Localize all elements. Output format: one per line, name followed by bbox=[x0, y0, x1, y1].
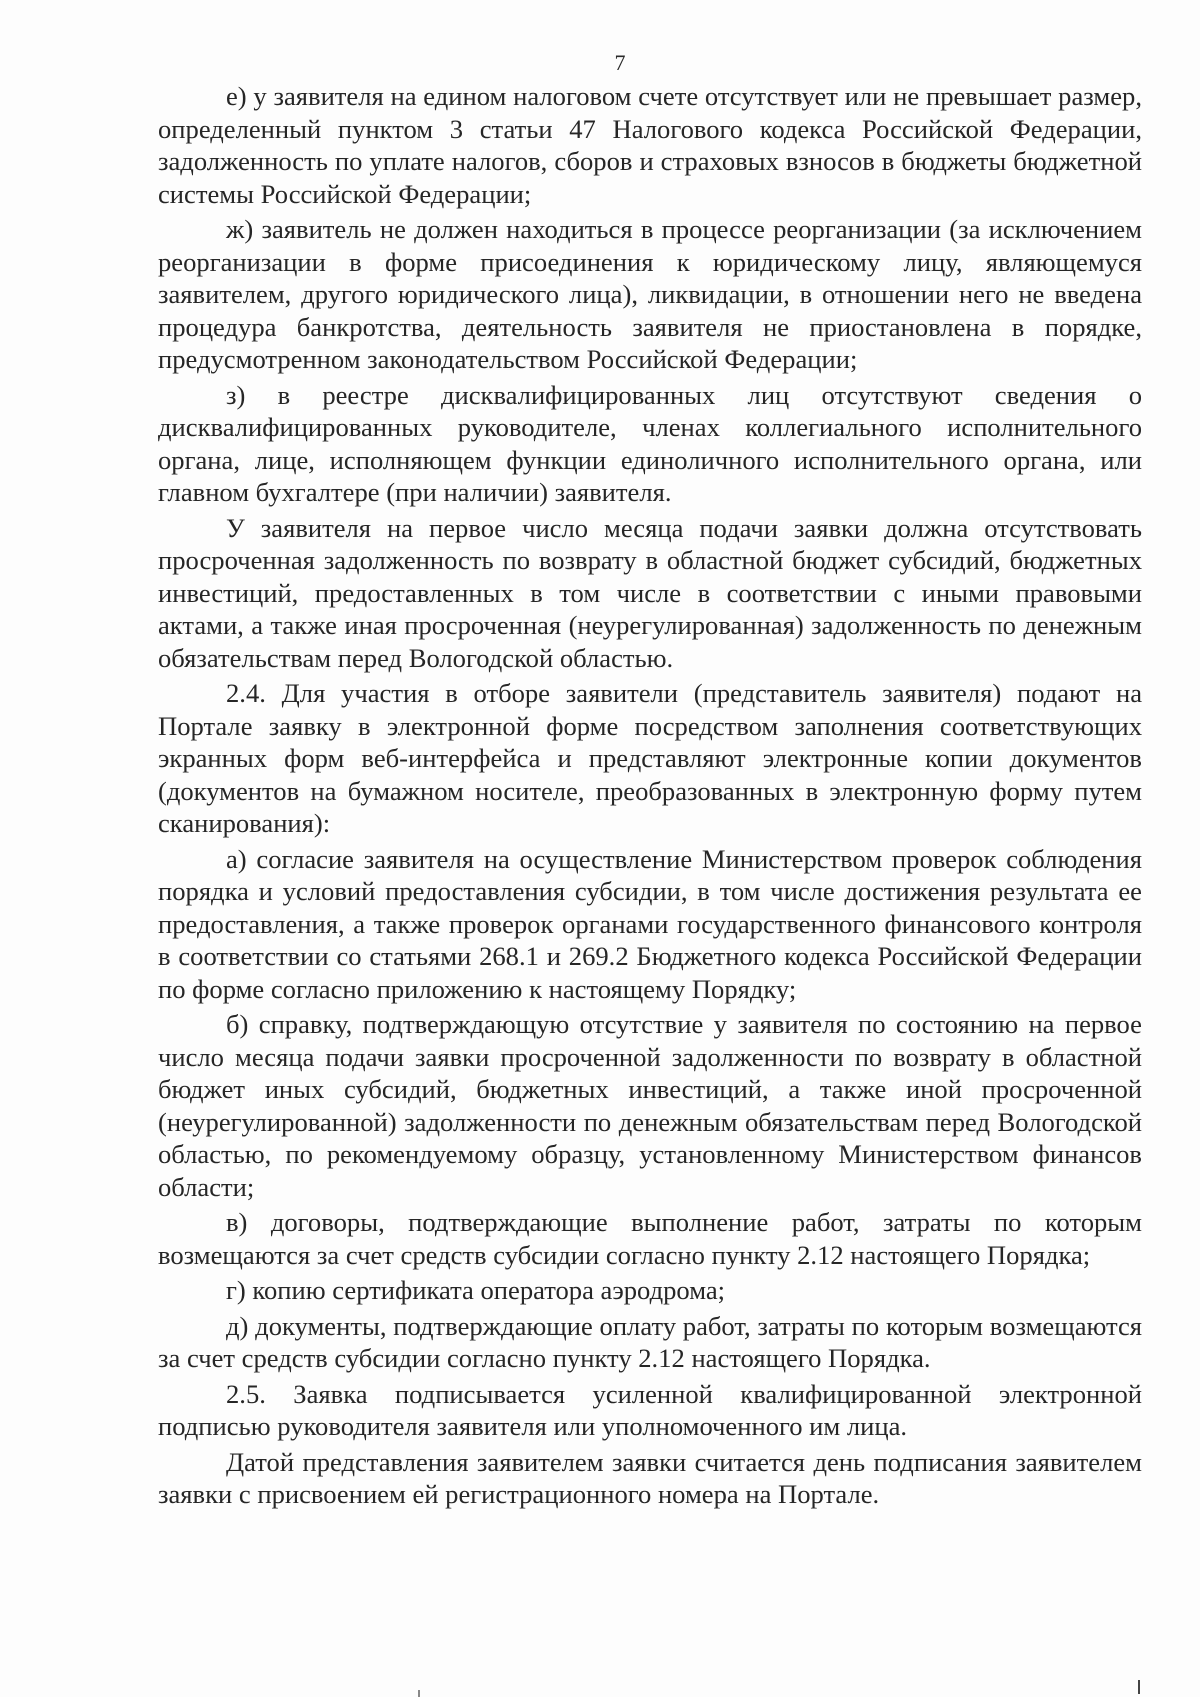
page-number: 7 bbox=[614, 50, 626, 75]
paragraph-debt-requirement: У заявителя на первое число месяца подачи заявки должна отсутствовать просроченная задолженность по возврату в областной бюджет субсидий, бюджетных инвестиций, предоставленных в том числе в соответствии с иными правовыми актами, а также иная просроченная (неурегулированная) задолженность по денежным обязательствам перед Вологодской областью. bbox=[158, 512, 1142, 673]
paragraph-2-5: 2.5. Заявка подписывается усиленной квалифицированной электронной подписью руководителя заявителя или уполномоченного им лица. bbox=[158, 1378, 1142, 1441]
paragraph-item-e: е) у заявителя на едином налоговом счете отсутствует или не превышает размер, определенный пунктом 3 статьи 47 Налогового кодекса Российской Федерации, задолженность по уплате налогов, сборов и страховых взносов в бюджеты бюджетной системы Российской Федерации; bbox=[158, 81, 1142, 209]
paragraph-item-b: б) справку, подтверждающую отсутствие у заявителя по состоянию на первое число месяца подачи заявки просроченной задолженности по возврату в областной бюджет иных субсидий, бюджетных инвестиций, а также иной просроченной (неурегулированной) задолженности по денежным обязательствам перед Вологодской областью, по рекомендуемому образцу, установленному Министерством финансов области; bbox=[158, 1009, 1142, 1202]
paragraph-item-z: з) в реестре дисквалифицированных лиц отсутствуют сведения о дисквалифицированных руководителе, членах коллегиального исполнительного органа, лице, исполняющем функции единоличного исполнительного органа, или главном бухгалтере (при наличии) заявителя. bbox=[158, 379, 1142, 507]
paragraph-submission-date: Датой представления заявителем заявки считается день подписания заявителем заявки с присвоением ей регистрационного номера на Портале. bbox=[158, 1446, 1142, 1509]
paragraph-item-v: в) договоры, подтверждающие выполнение работ, затраты по которым возмещаются за счет средств субсидии согласно пункту 2.12 настоящего Порядка; bbox=[158, 1207, 1142, 1270]
paragraph-item-zh: ж) заявитель не должен находиться в процессе реорганизации (за исключением реорганизации в форме присоединения к юридическому лицу, являющемуся заявителем, другого юридического лица), ликвидации, в отношении него не введена процедура банкротства, деятельность заявителя не приостановлена в порядке, предусмотренном законодательством Российской Федерации; bbox=[158, 214, 1142, 374]
scan-mark bbox=[1138, 1680, 1140, 1694]
paragraph-item-g: г) копию сертификата оператора аэродрома; bbox=[226, 1275, 726, 1305]
paragraph-2-4: 2.4. Для участия в отборе заявители (представитель заявителя) подают на Портале заявку в электронной форме посредством заполнения соответствующих экранных форм веб-интерфейса и представляют электронные копии документов (документов на бумажном носителе, преобразованных в электронную форму путем сканирования): bbox=[158, 678, 1142, 838]
paragraph-item-d: д) документы, подтверждающие оплату работ, затраты по которым возмещаются за счет средств субсидии согласно пункту 2.12 настоящего Порядка. bbox=[158, 1310, 1142, 1373]
document-body bbox=[158, 80, 1142, 1511]
paragraph-item-a: а) согласие заявителя на осуществление Министерством проверок соблюдения порядка и условий предоставления субсидии, в том числе достижения результата ее предоставления, а также проверок органами государственного финансового контроля в соответствии со статьями 268.1 и 269.2 Бюджетного кодекса Российской Федерации по форме согласно приложению к настоящему Порядку; bbox=[158, 843, 1142, 1004]
scan-mark bbox=[418, 1690, 420, 1697]
